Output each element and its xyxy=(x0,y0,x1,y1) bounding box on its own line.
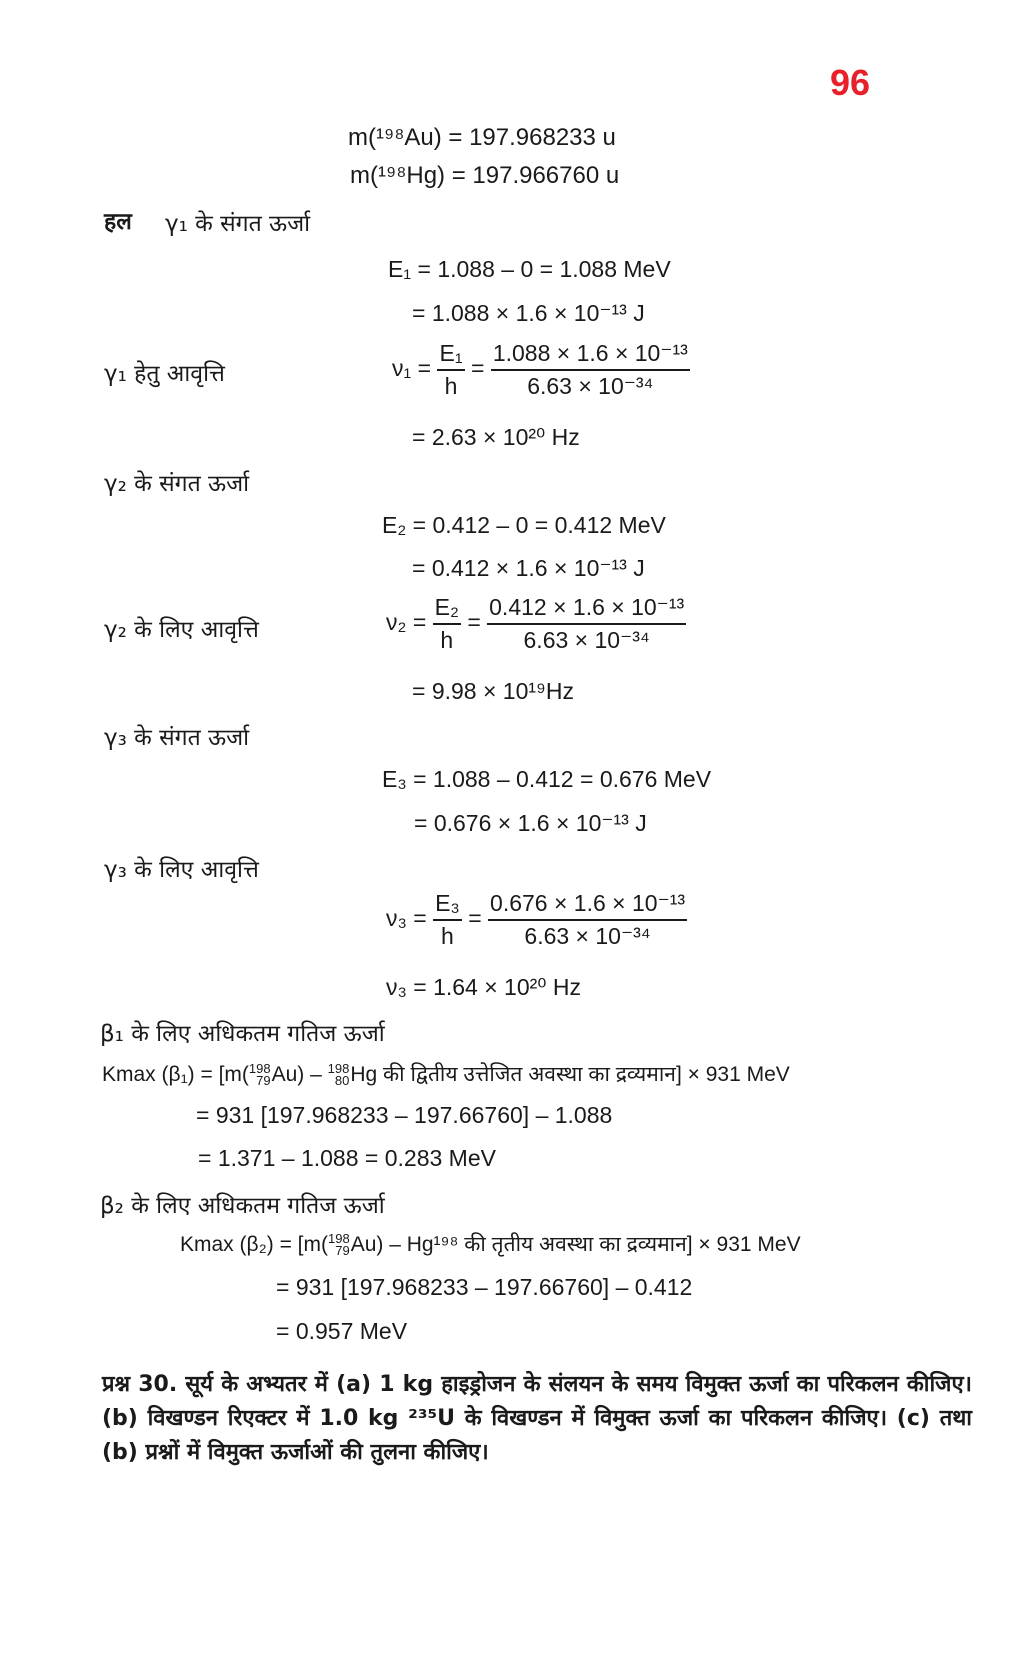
v2-equals: = xyxy=(467,609,481,636)
v1-frac-num: E₁ xyxy=(439,340,463,366)
beta2-line3: = 0.957 MeV xyxy=(276,1318,408,1344)
v3-fraction-values xyxy=(488,890,687,950)
gamma2-frequency-label: γ₂ के लिए आवृत्ति xyxy=(104,617,259,643)
au-atomic-number: 79 xyxy=(256,1073,271,1089)
v2-fraction-values xyxy=(487,594,686,654)
hg-atomic-number: 80 xyxy=(334,1073,350,1089)
au-mass-number-2: 198 xyxy=(327,1231,350,1247)
au-nuclide-stack-2 xyxy=(328,1233,350,1257)
e3-line1: E₃ = 1.088 – 0.412 = 0.676 MeV xyxy=(382,766,712,792)
v1-equals: = xyxy=(470,355,485,382)
hg-mass-number: 198 xyxy=(327,1061,350,1077)
v3-rhs-num: 0.676 × 1.6 × 10⁻¹³ xyxy=(490,890,686,916)
v1-rhs-den: 6.63 × 10⁻³⁴ xyxy=(491,369,690,400)
gamma1-energy-label: γ₁ के संगत ऊर्जा xyxy=(165,211,311,237)
gamma3-frequency-label: γ₃ के लिए आवृत्ति xyxy=(104,857,259,883)
v2-equation xyxy=(386,594,686,654)
v1-result: = 2.63 × 10²⁰ Hz xyxy=(412,424,580,450)
beta1-label: β₁ के लिए अधिकतम गतिज ऊर्जा xyxy=(100,1021,385,1047)
v3-rhs-den: 6.63 × 10⁻³⁴ xyxy=(488,919,687,950)
beta1-line2: = 931 [197.968233 – 197.66760] – 1.088 xyxy=(196,1102,613,1128)
beta1-eq-mid: Au) – xyxy=(271,1063,328,1086)
question-label: प्रश्न 30. xyxy=(102,1372,178,1397)
e2-line2: = 0.412 × 1.6 × 10⁻¹³ J xyxy=(412,555,645,581)
mass-au: m(¹⁹⁸Au) = 197.968233 u xyxy=(348,124,616,151)
v2-lhs: ν₂ = xyxy=(386,609,427,636)
v1-rhs-num: 1.088 × 1.6 × 10⁻¹³ xyxy=(492,340,688,366)
gamma1-frequency-label: γ₁ हेतु आवृत्ति xyxy=(104,361,225,387)
beta2-eq-suffix: Au) – Hg¹⁹⁸ की तृतीय अवस्था का द्रव्यमान] × 931 MeV xyxy=(350,1233,801,1256)
v3-fraction-eh xyxy=(433,890,462,950)
v3-frac-den: h xyxy=(433,919,462,950)
beta2-line2: = 931 [197.968233 – 197.66760] – 0.412 xyxy=(276,1274,693,1300)
page-number: 96 xyxy=(830,62,871,103)
v2-result: = 9.98 × 10¹⁹Hz xyxy=(412,678,574,704)
v1-frac-den: h xyxy=(437,369,464,400)
au-mass-number: 198 xyxy=(248,1061,271,1077)
beta2-label: β₂ के लिए अधिकतम गतिज ऊर्जा xyxy=(100,1193,385,1219)
v2-frac-den: h xyxy=(433,623,461,654)
e1-line1: E₁ = 1.088 – 0 = 1.088 MeV xyxy=(388,256,671,282)
au-atomic-number-2: 79 xyxy=(335,1243,350,1259)
v2-frac-num: E₂ xyxy=(434,594,459,620)
v2-rhs-den: 6.63 × 10⁻³⁴ xyxy=(487,623,686,654)
v3-equation xyxy=(386,890,687,950)
v2-fraction-eh xyxy=(433,594,461,654)
e2-line1: E₂ = 0.412 – 0 = 0.412 MeV xyxy=(382,512,666,538)
question-30 xyxy=(102,1368,972,1470)
v3-result: ν₃ = 1.64 × 10²⁰ Hz xyxy=(386,974,582,1000)
gamma2-energy-label: γ₂ के संगत ऊर्जा xyxy=(104,471,250,497)
v3-frac-num: E₃ xyxy=(435,890,460,916)
v1-lhs: ν₁ = xyxy=(392,355,432,382)
v1-fraction-values xyxy=(491,340,690,400)
v1-equation xyxy=(392,340,690,400)
question-text: सूर्य के अभ्यतर में (a) 1 kg हाइड्रोजन के संलयन के समय विमुक्त ऊर्जा का परिकलन कीजिए। (b) विखण्डन रिएक्टर में 1.0 kg ²³⁵U के विखण्डन में विमुक्त ऊर्जा का परिकलन कीजिए। (c) तथा (b) प्रश्नों में विमुक्त ऊर्जाओं की तुलना कीजिए। xyxy=(102,1372,972,1465)
mass-hg: m(¹⁹⁸Hg) = 197.966760 u xyxy=(350,162,620,189)
beta2-equation xyxy=(180,1230,801,1258)
e3-line2: = 0.676 × 1.6 × 10⁻¹³ J xyxy=(414,810,647,836)
beta1-eq-prefix: Kmax (β₁) = [m( xyxy=(102,1063,249,1086)
beta1-equation xyxy=(102,1060,790,1088)
e1-line2: = 1.088 × 1.6 × 10⁻¹³ J xyxy=(412,300,645,326)
v1-fraction-eh xyxy=(437,340,464,400)
hg-nuclide-stack xyxy=(328,1063,350,1087)
au-nuclide-stack xyxy=(249,1063,271,1087)
beta1-line3: = 1.371 – 1.088 = 0.283 MeV xyxy=(198,1145,496,1171)
beta1-eq-suffix: Hg की द्वितीय उत्तेजित अवस्था का द्रव्यमान] × 931 MeV xyxy=(350,1063,790,1086)
solution-label: हल xyxy=(104,209,132,235)
beta2-eq-prefix: Kmax (β₂) = [m( xyxy=(180,1233,328,1256)
v2-rhs-num: 0.412 × 1.6 × 10⁻¹³ xyxy=(489,594,685,620)
v3-lhs: ν₃ = xyxy=(386,905,427,932)
v3-equals: = xyxy=(468,905,482,932)
gamma3-energy-label: γ₃ के संगत ऊर्जा xyxy=(104,725,250,751)
